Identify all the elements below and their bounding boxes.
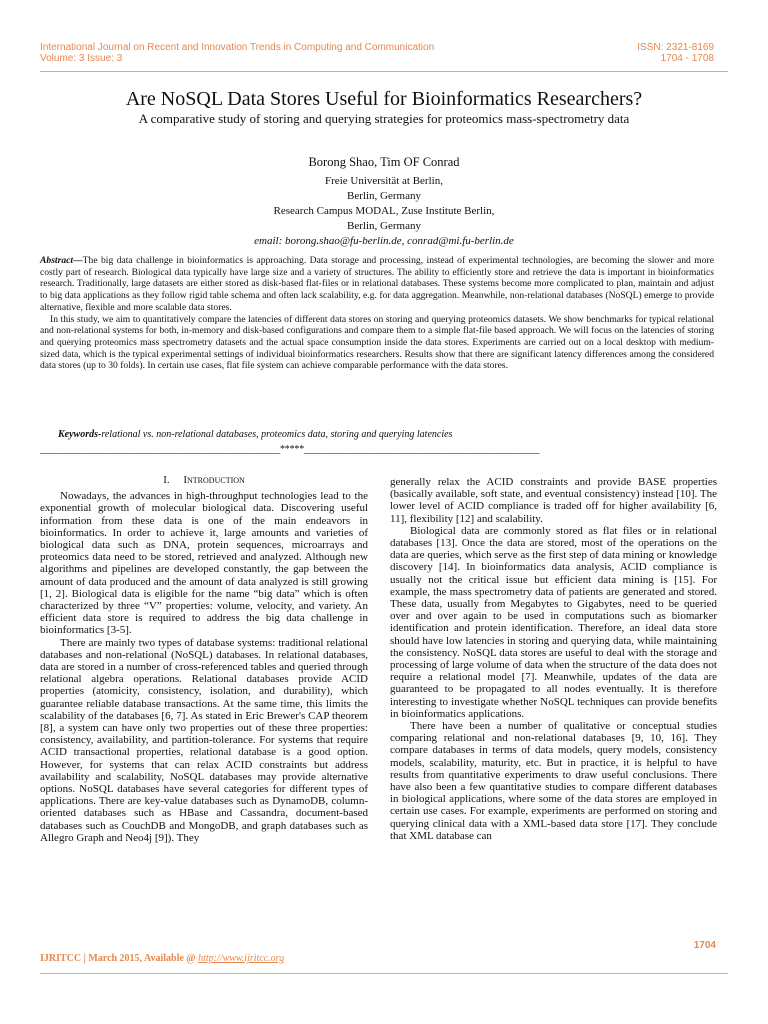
body-paragraph: Biological data are commonly stored as flat files or in relational databases [13]. Once the data are stored, most of the operations on the data are queries, which serve as the first step of data mining or knowledge discovery [14]. In bioinformatics data analysis, ACID compliance is usually not the critical issue but efficient data mining is [15]. For example, the mass spectrometry data of patients are generated and stored. These data, usually from Megabytes to Gigabytes, need to be queried over and over again to be used in computations such as biomarker identification and protein identification. Therefore, an ideal data store should have low latencies in storing and querying data, while maintaining the consistency. NoSQL data stores are useful to deal with the storage and processing of large volume of data when the structure of the data does not require a relational model [7]. Meanwhile, updates of the data are guaranteed to be propagated to all nodes eventually. It is therefore interesting to investigate whether NoSQL techniques can provide benefits in bioinformatics applications. (390, 524, 717, 720)
abstract-text: The big data challenge in bioinformatics is approaching. Data storage and processing, instead of experimental technologies, are becoming the slower and more costly part of research. Biological data typically have large size and a variety of structures. The ability to efficiently store and retrieve the data is important in bioinformatics research. Traditionally, large datasets are either stored as disk-based flat-files or in relational databases. These systems become more complicated to plan, maintain and adjust to big data applications as they follow rigid table schema and often lack scalability, e.g. for data aggregation. Meanwhile, non-relational databases (NoSQL) emerge to provide alternative, flexible and more scalable data stores. (40, 255, 714, 313)
affiliation-line: Freie Universität at Berlin, (325, 175, 443, 187)
section-title: Introduction (183, 474, 245, 486)
paper-subtitle: A comparative study of storing and querying strategies for proteomics mass-spectrometry data (138, 111, 630, 126)
affiliation (0, 174, 768, 249)
keywords (58, 429, 718, 440)
header-rule (40, 71, 728, 72)
body-paragraph: There are mainly two types of database systems: traditional relational databases and non-relational (NoSQL) databases. In relational databases, data are stored in a number of cross-referenced tables and queried through relational algebra operations. Relational databases provide ACID properties (atomicity, consistency, isolation, and durability), which guarantee reliable database transactions. At the same time, this limits the scalability of the databases [6, 7]. As stated in Eric Brewer's CAP theorem [8], a system can have only two properties out of these three properties: consistency, availability, and partition-tolerance. For systems that require ACID transactional properties, relational database is a good option. However, for systems that can relax ACID constraints but address availability and scalability, NoSQL databases may provide alternative options. NoSQL databases have several categories for different types of applications. There are key-value databases such as DynamoDB, column-oriented databases such as HBase and Cassandra, document-based databases such as CouchDB and MongoDB, and graph databases such as Allegro Graph and Neo4j [9]). They (40, 636, 368, 844)
footer-rule (40, 973, 728, 974)
issn: ISSN: 2321-8169 (637, 42, 714, 53)
abstract-lead: Abstract— (40, 255, 83, 266)
authors: Borong Shao, Tim OF Conrad (308, 155, 460, 169)
journal-link[interactable]: http://www.ijritcc.org (198, 953, 285, 964)
right-column (390, 476, 717, 842)
affiliation-line: Berlin, Germany (347, 190, 421, 202)
author-emails: email: borong.shao@fu-berlin.de, conrad@mi.fu-berlin.de (254, 235, 514, 247)
keywords-label: Keywords- (58, 429, 102, 440)
body-paragraph: There have been a number of qualitative or conceptual studies comparing relational and non-relational databases [9, 10, 16]. They compare databases in terms of data models, query models, consistency models, scalability, maturity, etc. But in practice, it is helpful to have results from quantitative experiments to draw useful conclusions. There have also been a few quantitative studies to compare different databases in biological applications, where some of the data stores are employed in certain use cases. For example, experiments are performed on storing and querying clinical data with a XML-based data store [17]. They conclude that XML database can (390, 720, 717, 842)
page-number: 1704 (693, 940, 716, 951)
keywords-text: relational vs. non-relational databases, proteomics data, storing and querying latencies (101, 429, 453, 440)
journal-name: International Journal on Recent and Innovation Trends in Computing and Communication (40, 42, 435, 53)
left-column (40, 474, 368, 844)
abstract-paragraph (40, 255, 714, 314)
body-paragraph: generally relax the ACID constraints and provide BASE properties (basically available, soft state, and eventual consistency) instead [10]. The lower level of ACID compliance is traded off for higher availability [6, 11], flexibility [12] and scalability. (390, 476, 717, 525)
volume-issue: Volume: 3 Issue: 3 (40, 53, 123, 64)
section-separator: __________________________________________________*****_________________________________________________ (40, 444, 540, 455)
page-footer (40, 953, 284, 964)
abstract (40, 255, 714, 372)
page-range: 1704 - 1708 (660, 53, 714, 64)
header-left (40, 42, 434, 64)
paper-title: Are NoSQL Data Stores Useful for Bioinformatics Researchers? (125, 88, 643, 110)
section-heading (40, 474, 368, 486)
abstract-paragraph: In this study, we aim to quantitatively compare the latencies of different data stores on storing and querying proteomics datasets. We show benchmarks for typical relational and non-relational systems for both, in-memory and disk-based configurations and compare them to a simple flat-file based approach. We will focus on the latencies of storing and querying proteomics mass spectrometry datasets and the actual space consumption inside the data stores. Experiments are carried out on a local desktop with medium-sized data, which is the typical experimental settings of individual bioinformatics researchers. Results show that there are significant latency differences among the considered data stores (up to 30 folds). In certain use cases, flat file system can achieve comparable performance with the data stores. (40, 313, 714, 372)
section-number: I. (163, 474, 170, 486)
body-paragraph: Nowadays, the advances in high-throughput technologies lead to the exponential growth of molecular biological data. Discovering useful information from these data is one of the main endeavors in bioinformatics. In order to achieve it, large amounts and varieties of biological data such as DNA, protein sequences, microarrays and proteomics data need to be stored, retrieved and analyzed. Although new algorithms and pipelines are developed constantly, the gap between the amount of data produced and the amount of data analyzed is still growing [1, 2]. Biological data is eligible for the name “big data” which is often characterized by three “V” properties: volume, velocity, and variety. An efficient data store is required to address the big data challenge in bioinformatics [3-5]. (40, 490, 368, 637)
affiliation-line: Berlin, Germany (347, 220, 421, 232)
affiliation-line: Research Campus MODAL, Zuse Institute Berlin, (273, 205, 495, 217)
footer-text: IJRITCC | March 2015, Available @ (40, 953, 199, 964)
header-right (637, 42, 714, 64)
